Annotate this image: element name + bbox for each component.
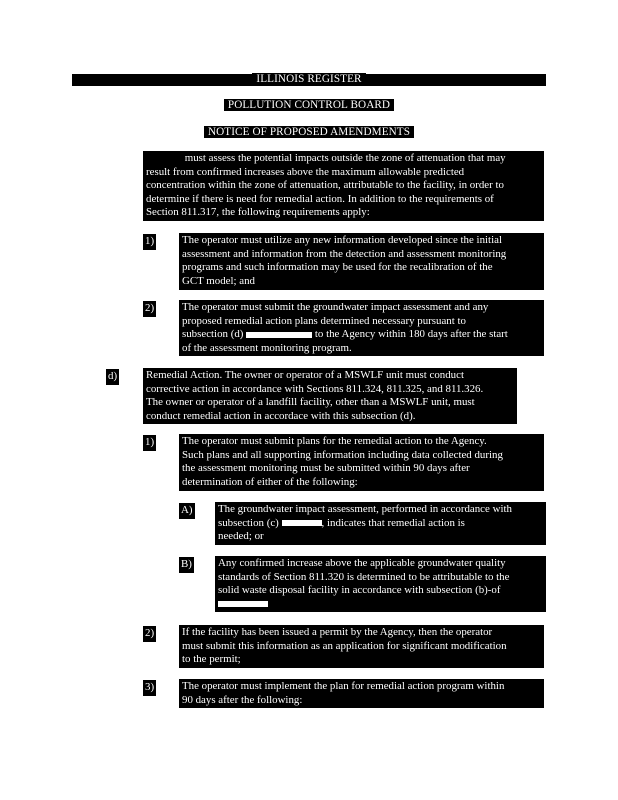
item-dB-text: Any confirmed increase above the applicable groundwater quality standards of Section 811.320 is determined to be attributable to the solid waste disposal facility in accordance with subsection (b)-of	[215, 556, 546, 612]
board-title: POLLUTION CONTROL BOARD	[0, 99, 618, 112]
item-d3-text: The operator must implement the plan for remedial action program within 90 days after the following:	[179, 679, 544, 708]
item-label-d3: 3)	[143, 680, 156, 696]
item-label-dA: A)	[179, 503, 195, 519]
item-dA-text: The groundwater impact assessment, performed in accordance with subsection (c) , indicates that remedial action is needed; or	[215, 502, 546, 545]
redaction-mark	[218, 601, 268, 607]
item-c1-text: The operator must utilize any new information developed since the initial assessment and information from the detection and assessment monitoring programs and such information may be used for the recalibration of the GCT model; and	[179, 233, 544, 290]
redaction-mark	[146, 156, 182, 162]
item-label-dB: B)	[179, 557, 194, 573]
item-label-c1: 1)	[143, 234, 156, 250]
item-label-d1: 1)	[143, 435, 156, 451]
redaction-mark	[282, 520, 322, 526]
redaction-mark	[246, 332, 312, 338]
register-title: ILLINOIS REGISTER	[0, 73, 618, 86]
item-label-c2: 2)	[143, 301, 156, 317]
item-c2-text: The operator must submit the groundwater impact assessment and any proposed remedial action plans determined necessary pursuant to subsection (d) to the Agency within 180 days after the start of the assessment monitoring program.	[179, 300, 544, 356]
item-d2-text: If the facility has been issued a permit by the Agency, then the operator must submit this information as an application for significant modification to the permit;	[179, 625, 544, 668]
intro-paragraph: must assess the potential impacts outside the zone of attenuation that may result from confirmed increases above the maximum allowable predicted concentration within the zone of attenuation, attributable to the facility, in order to determine if there is need for remedial action. In addition to the requirements of Section 811.317, the following requirements apply:	[143, 151, 544, 221]
item-d-text: Remedial Action. The owner or operator of a MSWLF unit must conduct corrective action in accordance with Sections 811.324, 811.325, and 811.326. The owner or operator of a landfill facility, other than a MSWLF unit, must conduct remedial action in accordace with this subsection (d).	[143, 368, 517, 424]
item-d1-text: The operator must submit plans for the remedial action to the Agency. Such plans and all supporting information including data collected during the assessment monitoring must be submitted within 90 days after determination of either of the following:	[179, 434, 544, 491]
item-label-d2: 2)	[143, 626, 156, 642]
notice-title: NOTICE OF PROPOSED AMENDMENTS	[0, 126, 618, 139]
item-label-d: d)	[106, 369, 119, 385]
